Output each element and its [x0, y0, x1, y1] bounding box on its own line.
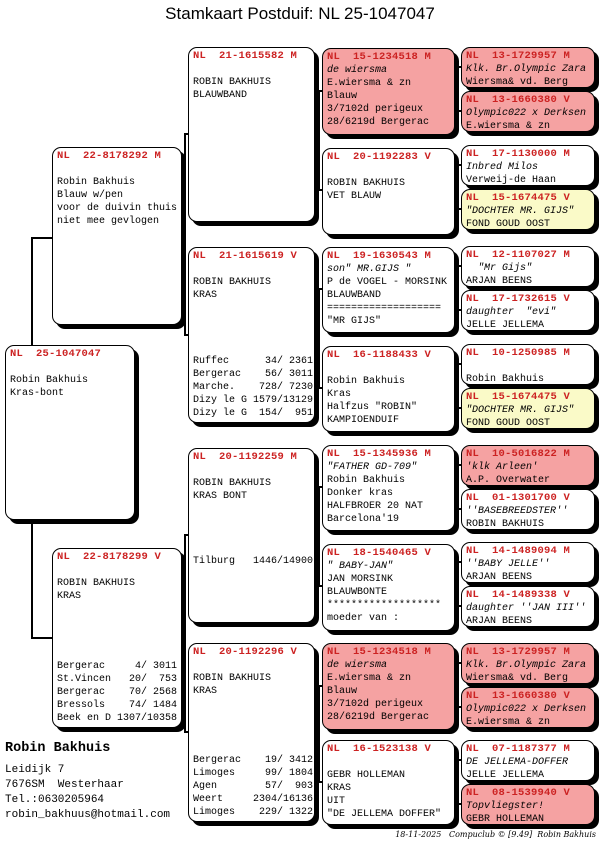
pedigree-box-g8	[322, 740, 455, 825]
pedigree-line: KRAS BONT	[193, 491, 248, 502]
pedigree-line: ARJAN BEENS	[466, 616, 533, 627]
ring-number: NL 15-1345936 M	[327, 448, 432, 460]
pedigree-line: Barcelona'19	[327, 514, 400, 525]
owner-phone: Tel.:0630205964	[5, 794, 105, 806]
pedigree-line: BLAUWBAND	[193, 90, 248, 101]
owner-name: Robin Bakhuis	[5, 741, 111, 756]
page-title: Stamkaart Postduif: NL 25-1047047	[165, 4, 435, 23]
connector-line	[457, 363, 459, 409]
ring-number: NL 08-1539940 V	[466, 787, 571, 799]
pedigree-line: HALFBROER 20 NAT	[327, 501, 424, 512]
connector-line	[31, 238, 33, 345]
ring-number: NL 13-1660380 V	[466, 94, 571, 106]
pedigree-line: ''BASEBREEDSTER''	[466, 506, 569, 517]
pedigree-box-sire-dam	[188, 247, 315, 423]
pedigree-line: VET BLAUW	[327, 191, 382, 202]
race-result-line: Weert 2304/16136	[193, 794, 314, 805]
pedigree-line: niet mee gevlogen	[57, 216, 160, 227]
pedigree-line	[193, 659, 314, 672]
pedigree-box-gg9	[461, 445, 595, 486]
pedigree-line	[193, 263, 314, 276]
pedigree-line: DE JELLEMA-DOFFER	[466, 757, 569, 768]
pedigree-box-sire-sire	[188, 47, 315, 222]
pedigree-line: Olympic022 x Derksen	[466, 108, 587, 119]
pedigree-line: Topvliegster!	[466, 801, 545, 812]
owner-email: robin_bakhuus@hotmail.com	[5, 809, 171, 821]
pedigree-line: KAMPIOENDUIF	[327, 415, 400, 426]
pedigree-line: E.wiersma & zn	[327, 78, 412, 89]
pedigree-line	[193, 63, 314, 76]
pedigree-box-gg16	[461, 784, 595, 825]
pedigree-line: Halfzus "ROBIN"	[327, 402, 418, 413]
race-result-line: Dizy le G 1579/13129	[193, 395, 314, 406]
pedigree-line: Donker kras	[327, 488, 394, 499]
race-result-line: Bergerac 56/ 3011	[193, 369, 314, 380]
ring-number: NL 16-1523138 V	[327, 743, 432, 755]
connector-line	[184, 133, 186, 336]
pedigree-box-gg5	[461, 246, 595, 287]
pedigree-box-g6	[322, 544, 455, 631]
ring-number: NL 25-1047047	[10, 348, 102, 360]
pedigree-line: Blauw w/pen	[57, 190, 124, 201]
pedigree-line: JELLE JELLEMA	[466, 320, 545, 331]
pedigree-box-gg12	[461, 586, 595, 627]
pedigree-line: ROBIN BAKHUIS	[193, 277, 272, 288]
pedigree-line: 28/6219d Bergerac	[327, 712, 430, 723]
ring-number: NL 12-1107027 M	[466, 249, 571, 261]
connector-line	[318, 90, 320, 191]
pedigree-line: ===================	[327, 303, 442, 314]
pedigree-box-g1	[322, 48, 455, 135]
race-result-line: Ruffec 34/ 2361	[193, 356, 314, 367]
pedigree-line	[57, 163, 181, 176]
pedigree-line: 'klk Arleen'	[466, 462, 539, 473]
pedigree-box-g2	[322, 148, 455, 235]
ring-number: NL 16-1188433 V	[327, 349, 432, 361]
ring-number: NL 14-1489338 V	[466, 589, 571, 601]
ring-number: NL 22-8178299 V	[57, 551, 162, 563]
connector-line	[457, 759, 459, 805]
race-results	[193, 355, 314, 420]
pedigree-box-gg3	[461, 145, 595, 186]
pedigree-line: Inbred Milos	[466, 162, 539, 173]
race-result-line: Agen 57/ 903	[193, 781, 314, 792]
pedigree-box-dam-sire	[188, 448, 315, 623]
pedigree-line: UIT	[327, 796, 346, 807]
pedigree-line: KRAS	[193, 686, 218, 697]
pedigree-line: GEBR HOLLEMAN	[327, 770, 406, 781]
pedigree-box-gg8	[461, 388, 595, 429]
race-result-line: Bergerac 70/ 2568	[57, 687, 178, 698]
race-result-line: Bergerac 4/ 3011	[57, 661, 178, 672]
race-result-line: Limoges 229/ 1322	[193, 807, 314, 818]
pedigree-line	[327, 756, 454, 769]
pedigree-line: ROBIN BAKHUIS	[193, 673, 272, 684]
race-result-line: Dizy le G 154/ 951	[193, 408, 314, 419]
ring-number: NL 10-5016822 M	[466, 448, 571, 460]
pedigree-line: de wiersma	[327, 65, 388, 76]
race-result-line: Beek en D 1307/10358	[57, 713, 178, 724]
connector-line	[457, 66, 459, 112]
connector-line	[457, 561, 459, 607]
ring-number: NL 15-1234518 M	[327, 51, 432, 63]
pedigree-box-subject	[5, 345, 135, 520]
pedigree-line: BLAUWBONTE	[327, 587, 388, 598]
connector-line	[318, 486, 320, 587]
pedigree-box-gg6	[461, 290, 595, 331]
pedigree-line: Robin Bakhuis	[327, 475, 406, 486]
ring-number: NL 21-1615582 M	[193, 50, 298, 62]
pedigree-box-dam-dam	[188, 643, 315, 822]
pedigree-line: "DOCHTER MR. GIJS"	[466, 405, 575, 416]
ring-number: NL 20-1192296 V	[193, 646, 298, 658]
pedigree-line: Verweij-de Haan	[466, 175, 557, 186]
pedigree-box-gg4	[461, 189, 595, 230]
pedigree-line: Klk. Br.Olympic Zara	[466, 64, 587, 75]
pedigree-line: KRAS	[57, 591, 82, 602]
pedigree-line: moeder van :	[327, 613, 400, 624]
pedigree-line: BLAUWBAND	[327, 290, 382, 301]
ring-number: NL 19-1630543 M	[327, 250, 432, 262]
connector-line	[31, 237, 53, 239]
ring-number: NL 18-1540465 V	[327, 547, 432, 559]
pedigree-line: E.wiersma & zn	[466, 121, 551, 132]
race-result-line: St.Vincen 20/ 753	[57, 674, 178, 685]
pedigree-line: ARJAN BEENS	[466, 276, 533, 287]
pedigree-line	[466, 360, 594, 373]
race-results	[57, 660, 181, 725]
ring-number: NL 20-1192283 V	[327, 151, 432, 163]
pedigree-line: Robin Bakhuis	[57, 177, 136, 188]
pedigree-box-gg7	[461, 344, 595, 385]
ring-number: NL 22-8178292 M	[57, 150, 162, 162]
pedigree-line: Kras-bont	[10, 388, 65, 399]
ring-number: NL 15-1674475 V	[466, 391, 571, 403]
pedigree-line: FOND GOUD OOST	[466, 418, 551, 429]
pedigree-box-gg10	[461, 489, 595, 530]
pedigree-line: son" MR.GIJS "	[327, 264, 412, 275]
race-results	[193, 754, 314, 819]
ring-number: NL 17-1130000 M	[466, 148, 571, 160]
pedigree-line: ''BABY JELLE''	[466, 559, 551, 570]
pedigree-line: Olympic022 x Derksen	[466, 704, 587, 715]
pedigree-line: GEBR HOLLEMAN	[466, 814, 545, 825]
pedigree-line: Kras	[327, 389, 352, 400]
pedigree-box-g5	[322, 445, 455, 531]
owner-address-line: Leidijk 7	[5, 764, 65, 776]
pedigree-line: E.wiersma & zn	[327, 673, 412, 684]
pedigree-line: ARJAN BEENS	[466, 572, 533, 583]
pedigree-line	[327, 362, 454, 375]
pedigree-box-gg1	[461, 47, 595, 88]
pedigree-line: JELLE JELLEMA	[466, 770, 545, 781]
pedigree-line: *******************	[327, 600, 442, 611]
connector-line	[457, 164, 459, 210]
pedigree-line: Blauw	[327, 686, 358, 697]
race-result-line: Bressols 74/ 1484	[57, 700, 178, 711]
race-results	[193, 555, 314, 620]
pedigree-box-gg13	[461, 643, 595, 684]
pedigree-line: " BABY-JAN"	[327, 561, 394, 572]
ring-number: NL 20-1192259 M	[193, 451, 298, 463]
pedigree-line: ROBIN BAKHUIS	[193, 478, 272, 489]
connector-line	[31, 637, 53, 639]
pedigree-line: ROBIN BAKHUIS	[466, 519, 545, 530]
pedigree-line: A.P. Overwater	[466, 475, 551, 486]
pedigree-line: "FATHER GD-709"	[327, 462, 418, 473]
pedigree-line: Wiersma& vd. Berg	[466, 77, 569, 88]
pedigree-line: KRAS	[327, 783, 352, 794]
pedigree-line: "DE JELLEMA DOFFER"	[327, 809, 442, 820]
owner-block	[5, 741, 170, 823]
pedigree-line	[10, 361, 134, 374]
connector-line	[457, 464, 459, 510]
connector-line	[318, 685, 320, 783]
pedigree-line: Klk. Br.Olympic Zara	[466, 660, 587, 671]
race-result-line: Limoges 99/ 1804	[193, 768, 314, 779]
race-result-line: Tilburg 1446/14900	[193, 556, 314, 567]
pedigree-box-dam	[52, 548, 182, 728]
pedigree-line: Wiersma& vd. Berg	[466, 673, 569, 684]
race-result-line: Bergerac 19/ 3412	[193, 755, 314, 766]
pedigree-line: 3/7102d perigeux	[327, 104, 424, 115]
pedigree-line: "DOCHTER MR. GIJS"	[466, 206, 575, 217]
pedigree-box-gg15	[461, 740, 595, 781]
pedigree-box-g4	[322, 346, 455, 432]
pedigree-line: voor de duivin thuis	[57, 203, 178, 214]
pedigree-line: FOND GOUD OOST	[466, 219, 551, 230]
pedigree-line: ROBIN BAKHUIS	[57, 578, 136, 589]
ring-number: NL 07-1187377 M	[466, 743, 571, 755]
pedigree-line: JAN MORSINK	[327, 574, 394, 585]
ring-number: NL 14-1489094 M	[466, 545, 571, 557]
ring-number: NL 13-1729957 M	[466, 50, 571, 62]
ring-number: NL 17-1732615 V	[466, 293, 571, 305]
pedigree-line: daughter ''JAN III''	[466, 603, 587, 614]
pedigree-line	[57, 564, 181, 577]
pedigree-line: Robin Bakhuis	[466, 374, 545, 385]
pedigree-line: daughter "evi"	[466, 307, 557, 318]
pedigree-line: Robin Bakhuis	[10, 375, 89, 386]
pedigree-line: "MR GIJS"	[327, 316, 382, 327]
pedigree-line: de wiersma	[327, 660, 388, 671]
connector-line	[457, 265, 459, 311]
footer-credit: 18-11-2025 Compuclub © [9.49] Robin Bakhuis	[395, 830, 596, 839]
pedigree-box-sire	[52, 147, 182, 325]
pedigree-box-g3	[322, 247, 455, 333]
pedigree-line: "Mr Gijs"	[466, 263, 533, 274]
connector-line	[184, 534, 186, 733]
pedigree-box-gg14	[461, 687, 595, 728]
pedigree-line	[193, 464, 314, 477]
ring-number: NL 21-1615619 V	[193, 250, 298, 262]
pedigree-line: KRAS	[193, 290, 218, 301]
connector-line	[31, 520, 33, 638]
ring-number: NL 10-1250985 M	[466, 347, 571, 359]
ring-number: NL 13-1660380 V	[466, 690, 571, 702]
pedigree-line: Blauw	[327, 91, 358, 102]
ring-number: NL 15-1234518 M	[327, 646, 432, 658]
pedigree-line: P de VOGEL - MORSINK	[327, 277, 448, 288]
pedigree-line: Robin Bakhuis	[327, 376, 406, 387]
ring-number: NL 01-1301700 V	[466, 492, 571, 504]
owner-address-line: 7676SM Westerhaar	[5, 779, 124, 791]
pedigree-box-gg11	[461, 542, 595, 583]
pedigree-line: E.wiersma & zn	[466, 717, 551, 728]
pedigree-box-gg2	[461, 91, 595, 132]
ring-number: NL 15-1674475 V	[466, 192, 571, 204]
pedigree-line: ROBIN BAKHUIS	[327, 178, 406, 189]
race-result-line: Marche. 728/ 7230	[193, 382, 314, 393]
pedigree-line: ROBIN BAKHUIS	[193, 77, 272, 88]
ring-number: NL 13-1729957 M	[466, 646, 571, 658]
connector-line	[457, 662, 459, 708]
pedigree-line: 28/6219d Bergerac	[327, 117, 430, 128]
connector-line	[318, 288, 320, 389]
pedigree-line: 3/7102d perigeux	[327, 699, 424, 710]
pedigree-box-g7	[322, 643, 455, 730]
pedigree-line	[327, 164, 454, 177]
